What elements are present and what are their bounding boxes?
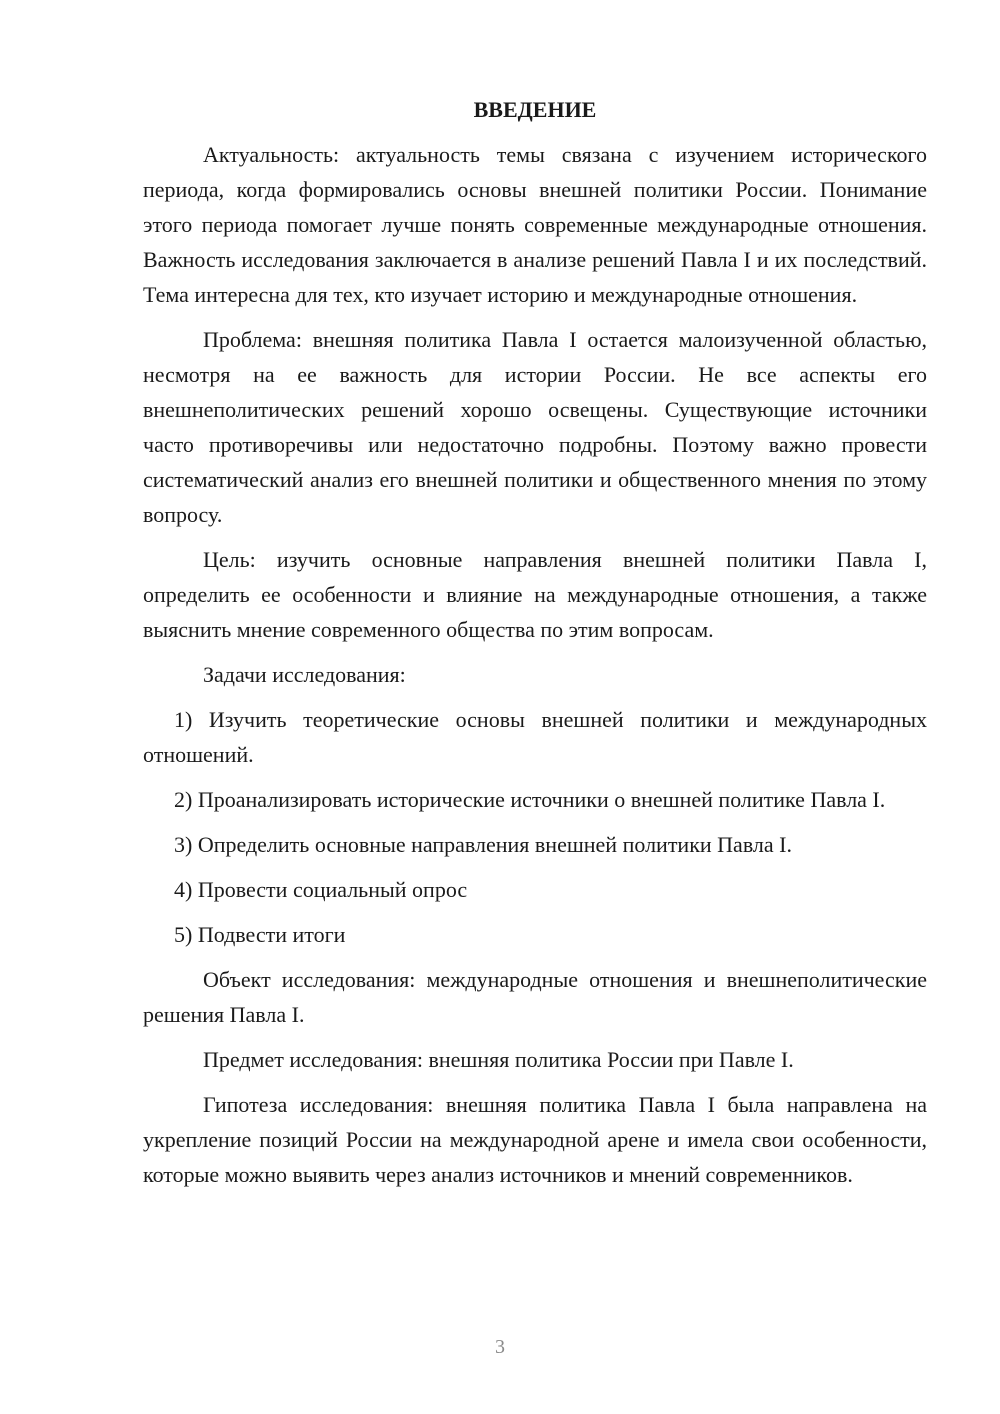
hypothesis-paragraph: Гипотеза исследования: внешняя политика Павла I была направлена на укрепление позиций России на международной арене и имела свои особенности, которые можно выявить через анализ источников и мнений современников. — [143, 1092, 927, 1187]
task-item-2: 2) Проанализировать исторические источники о внешней политике Павла I. — [174, 787, 886, 812]
goal-paragraph: Цель: изучить основные направления внешней политики Павла I, определить ее особенности и влияние на международные отношения, а также выяснить мнение современного общества по этим вопросам. — [143, 547, 927, 642]
task-item-3: 3) Определить основные направления внешней политики Павла I. — [174, 832, 792, 857]
relevance-paragraph: Актуальность: актуальность темы связана с изучением исторического периода, когда формировались основы внешней политики России. Понимание этого периода помогает лучше понять современные международные отношения. Важность исследования заключается в анализе решений Павла I и их последствий. Тема интересна для тех, кто изучает историю и международные отношения. — [143, 142, 927, 307]
page-number: 3 — [495, 1336, 505, 1358]
document-body — [143, 92, 927, 1202]
object-paragraph: Объект исследования: международные отношения и внешнеполитические решения Павла I. — [143, 967, 927, 1027]
task-item-1: 1) Изучить теоретические основы внешней политики и международных отношений. — [143, 707, 927, 767]
subject-paragraph: Предмет исследования: внешняя политика России при Павле I. — [203, 1047, 794, 1072]
problem-paragraph: Проблема: внешняя политика Павла I остается малоизученной областью, несмотря на ее важность для истории России. Не все аспекты его внешнеполитических решений хорошо освещены. Существующие источники часто противоречивы или недостаточно подробны. Поэтому важно провести систематический анализ его внешней политики и общественного мнения по этому вопросу. — [143, 327, 927, 527]
tasks-title: Задачи исследования: — [203, 662, 406, 687]
section-heading: ВВЕДЕНИЕ — [473, 97, 597, 122]
task-item-5: 5) Подвести итоги — [174, 922, 346, 947]
task-item-4: 4) Провести социальный опрос — [174, 877, 468, 902]
